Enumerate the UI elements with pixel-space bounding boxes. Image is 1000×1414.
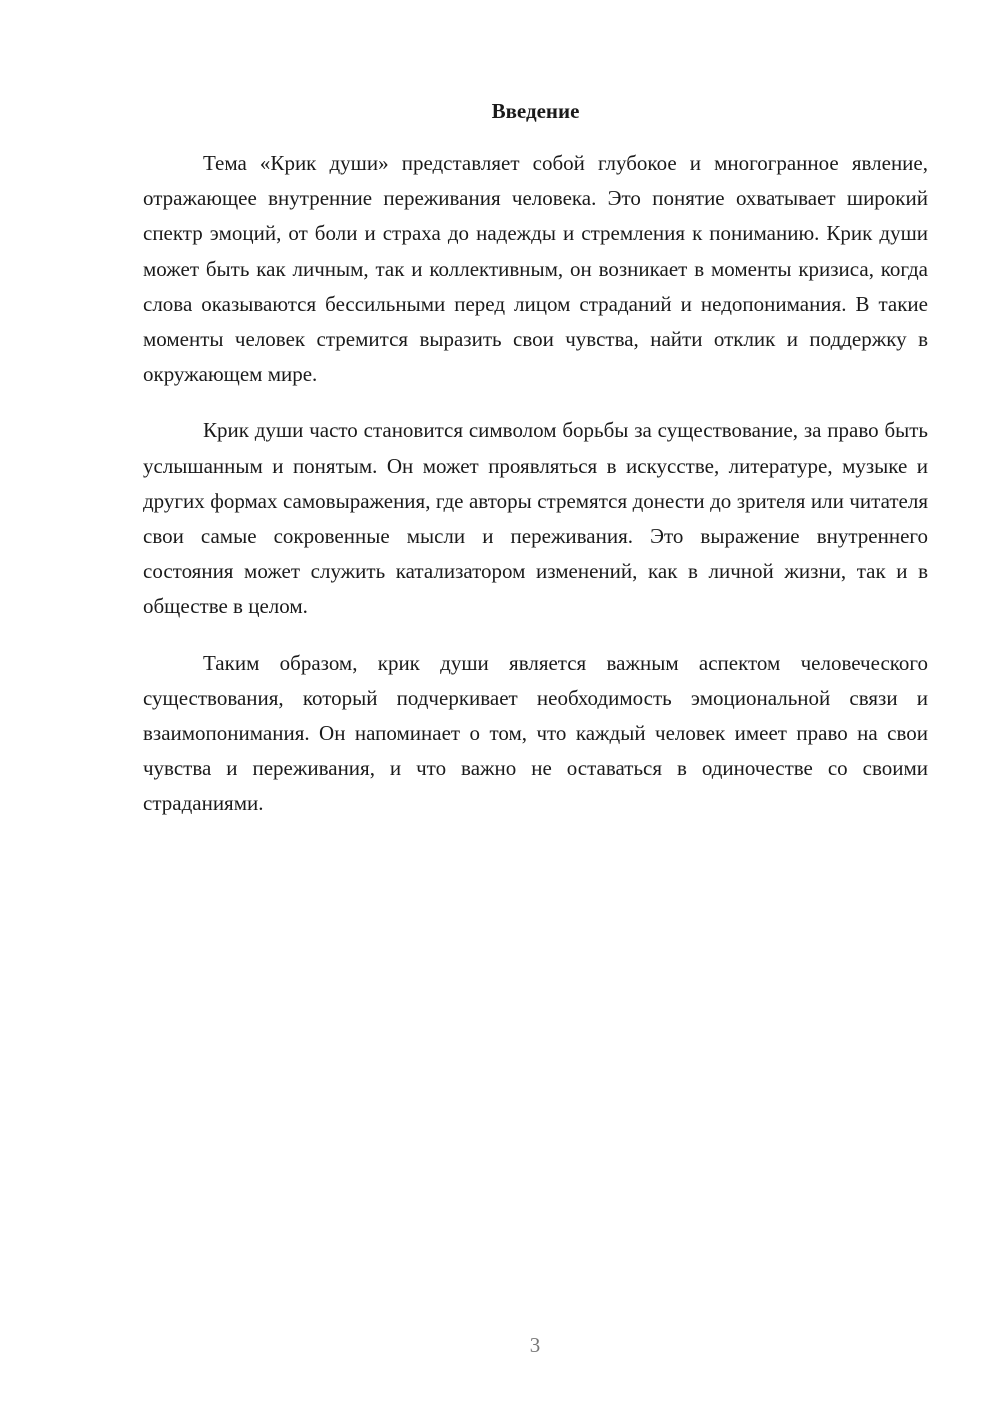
paragraph-2: Крик души часто становится символом борьбы за существование, за право быть услышанным и понятым. Он может проявляться в искусстве, литературе, музыке и других формах самовыражения, где авторы стремятся донести до зрителя или читателя свои самые сокровенные мысли и переживания. Это выражение внутреннего состояния может служить катализатором изменений, как в личной жизни, так и в обществе в целом. [143, 418, 928, 619]
page-content [143, 96, 928, 843]
section-title: Введение [491, 99, 580, 123]
paragraph-3: Таким образом, крик души является важным аспектом человеческого существования, который подчеркивает необходимость эмоциональной связи и взаимопонимания. Он напоминает о том, что каждый человек имеет право на свои чувства и переживания, и что важно не оставаться в одиночестве со своими страданиями. [143, 650, 928, 816]
paragraph-1: Тема «Крик души» представляет собой глубокое и многогранное явление, отражающее внутренние переживания человека. Это понятие охватывает широкий спектр эмоций, от боли и страха до надежды и стремления к пониманию. Крик души может быть как личным, так и коллективным, он возникает в моменты кризиса, когда слова оказываются бессильными перед лицом страданий и недопонимания. В такие моменты человек стремится выразить свои чувства, найти отклик и поддержку в окружающем мире. [143, 151, 928, 387]
page-number: 3 [529, 1333, 541, 1357]
